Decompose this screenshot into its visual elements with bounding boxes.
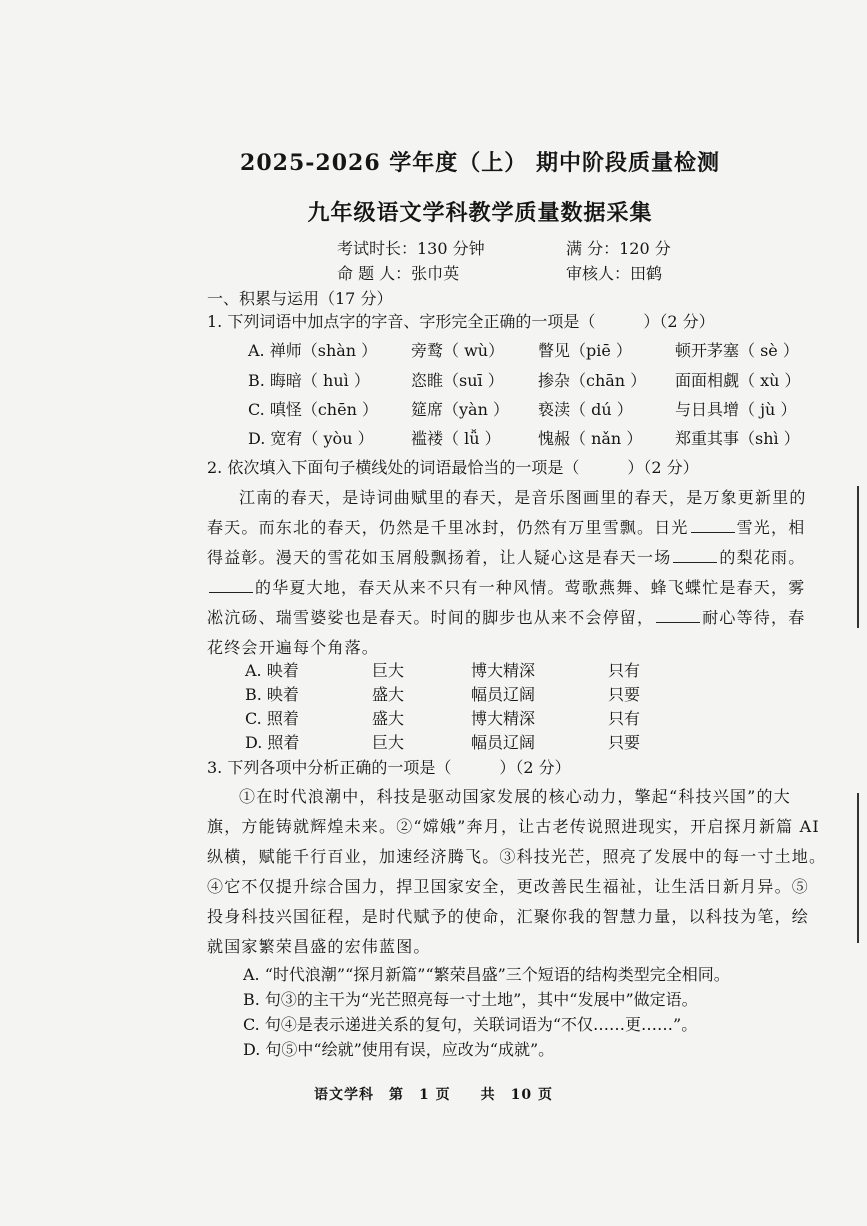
- q3-passage: [207, 782, 843, 962]
- q3-stem: 3. 下列各项中分析正确的一项是（ ）（2 分）: [207, 758, 571, 777]
- q2-passage-segment: 的华夏大地，春天从来不只有一种风情。莺歌燕舞、蜂飞蝶忙是春天，雾: [255, 578, 806, 597]
- question-setter: 命 题 人：张巾英: [337, 264, 460, 283]
- q2-passage-segment: 耐心等待，春: [702, 608, 806, 627]
- q1-option-d-2: 褴褛（ lǚ ）: [411, 429, 501, 448]
- q3-passage-line-5: 投身科技兴国征程，是时代赋予的使命，汇聚你我的智慧力量，以科技为笔，绘: [207, 907, 810, 926]
- answer-blank-1: [691, 531, 735, 533]
- q3-passage-line-4: ④它不仅提升综合国力，捍卫国家安全，更改善民生福祉，让生活日新月异。⑤: [207, 877, 810, 896]
- q2-passage: [207, 483, 843, 663]
- answer-blank-2: [673, 561, 717, 563]
- q2-option-a-2: 巨大: [372, 661, 405, 680]
- q1-option-b-2: 恣睢（suī ）: [411, 371, 504, 390]
- q2-passage-segment: 的梨花雨。: [719, 548, 806, 567]
- q2-passage-line-6: 花终会开遍每个角落。: [207, 638, 380, 657]
- q3-passage-line-2: 旗，方能铸就辉煌未来。②“嫦娥”奔月，让古老传说照进现实，开启探月新篇 AI: [207, 817, 820, 836]
- q1-stem: 1. 下列词语中加点字的字音、字形完全正确的一项是（ ）（2 分）: [207, 312, 715, 331]
- q1-option-b-1: B. 晦暗（ huì ）: [248, 371, 370, 390]
- q1-option-d-1: D. 宽宥（ yòu ）: [248, 429, 374, 448]
- q2-option-c-4: 只有: [608, 709, 641, 728]
- q1-option-a-4: 顿开茅塞（ sè ）: [675, 341, 799, 360]
- q2-passage-line-4: [207, 573, 843, 603]
- q3-passage-line-3: 纵横，赋能千行百业，加速经济腾飞。③科技光芒，照亮了发展中的每一寸土地。: [207, 847, 827, 866]
- answer-blank-4: [656, 621, 700, 623]
- q1-option-a-3: 瞥见（piē ）: [538, 341, 632, 360]
- exam-subtitle: 九年级语文学科教学质量数据采集: [307, 200, 653, 226]
- full-score: 满 分：120 分: [566, 239, 671, 258]
- q3-option-d: D. 句⑤中“绘就”使用有误，应改为“成就”。: [243, 1040, 555, 1059]
- q1-option-a-1: A. 禅师（shàn ）: [248, 341, 378, 360]
- q3-option-b: B. 句③的主干为“光芒照亮每一寸土地”，其中“发展中”做定语。: [243, 990, 698, 1009]
- q2-option-a-4: 只有: [608, 661, 641, 680]
- q2-option-b-3: 幅员辽阔: [471, 685, 536, 704]
- q1-option-c-2: 筵席（yàn ）: [411, 400, 509, 419]
- q2-passage-segment: 得益彰。漫天的雪花如玉屑般飘扬着，让人疑心这是春天一场: [207, 548, 672, 567]
- reviewer: 审核人：田鹤: [566, 264, 663, 283]
- q2-option-d-3: 幅员辽阔: [471, 733, 536, 752]
- q1-option-b-3: 掺杂（chān ）: [538, 371, 647, 390]
- q2-passage-segment: 凇沆砀、瑞雪婆娑也是春天。时间的脚步也从来不会停留，: [207, 608, 655, 627]
- q1-option-d-4: 郑重其事（shì ）: [675, 429, 800, 448]
- q2-option-d-1: D. 照着: [245, 733, 300, 752]
- q2-passage-line-1: 江南的春天，是诗词曲赋里的春天，是音乐图画里的春天，是万象更新里的: [239, 488, 807, 507]
- q1-option-c-3: 亵渎（ dú ）: [538, 400, 633, 419]
- answer-blank-3: [209, 591, 253, 593]
- q2-option-d-2: 巨大: [372, 733, 405, 752]
- q1-option-d-3: 愧赧（ nǎn ）: [538, 429, 643, 448]
- scan-edge-line: [857, 793, 859, 943]
- q3-option-c: C. 句④是表示递进关系的复句，关联词语为“不仅……更……”。: [243, 1015, 698, 1034]
- q2-option-a-1: A. 映着: [245, 661, 299, 680]
- q3-option-a: A. “时代浪潮”“探月新篇”“繁荣昌盛”三个短语的结构类型完全相同。: [243, 965, 730, 984]
- q3-passage-line-6: 就国家繁荣昌盛的宏伟蓝图。: [207, 937, 431, 956]
- q3-passage-line-1: ①在时代浪潮中，科技是驱动国家发展的核心动力，擎起“科技兴国”的大: [239, 787, 791, 806]
- scan-edge-line: [857, 486, 859, 628]
- q2-option-c-1: C. 照着: [245, 709, 299, 728]
- q1-option-b-4: 面面相觑（ xù ）: [675, 371, 801, 390]
- q2-stem: 2. 依次填入下面句子横线处的词语最恰当的一项是（ ）（2 分）: [207, 458, 699, 477]
- q2-option-c-3: 博大精深: [471, 709, 536, 728]
- q2-option-b-1: B. 映着: [245, 685, 299, 704]
- q2-passage-segment: 春天。而东北的春天，仍然是千里冰封，仍然有万里雪飘。日光: [207, 518, 689, 537]
- exam-time: 考试时长：130 分钟: [337, 239, 485, 258]
- q1-option-c-4: 与日具增（ jù ）: [675, 400, 797, 419]
- exam-title: 2025-2026 学年度（上） 期中阶段质量检测: [240, 150, 720, 176]
- q1-option-c-1: C. 嗔怪（chēn ）: [248, 400, 378, 419]
- q2-passage-line-2: [207, 513, 843, 543]
- q2-option-d-4: 只要: [608, 733, 641, 752]
- q2-passage-segment: 雪光，相: [736, 518, 806, 537]
- q1-option-a-2: 旁鹜（ wù）: [411, 341, 505, 360]
- q2-option-c-2: 盛大: [372, 709, 405, 728]
- q2-passage-line-3: [207, 543, 843, 573]
- q2-option-a-3: 博大精深: [471, 661, 536, 680]
- section-title: 一、积累与运用（17 分）: [207, 289, 393, 308]
- q2-option-b-4: 只要: [608, 685, 641, 704]
- q2-passage-line-5: [207, 603, 843, 633]
- q2-option-b-2: 盛大: [372, 685, 405, 704]
- page-footer: 语文学科 第 1 页 共 10 页: [314, 1087, 553, 1103]
